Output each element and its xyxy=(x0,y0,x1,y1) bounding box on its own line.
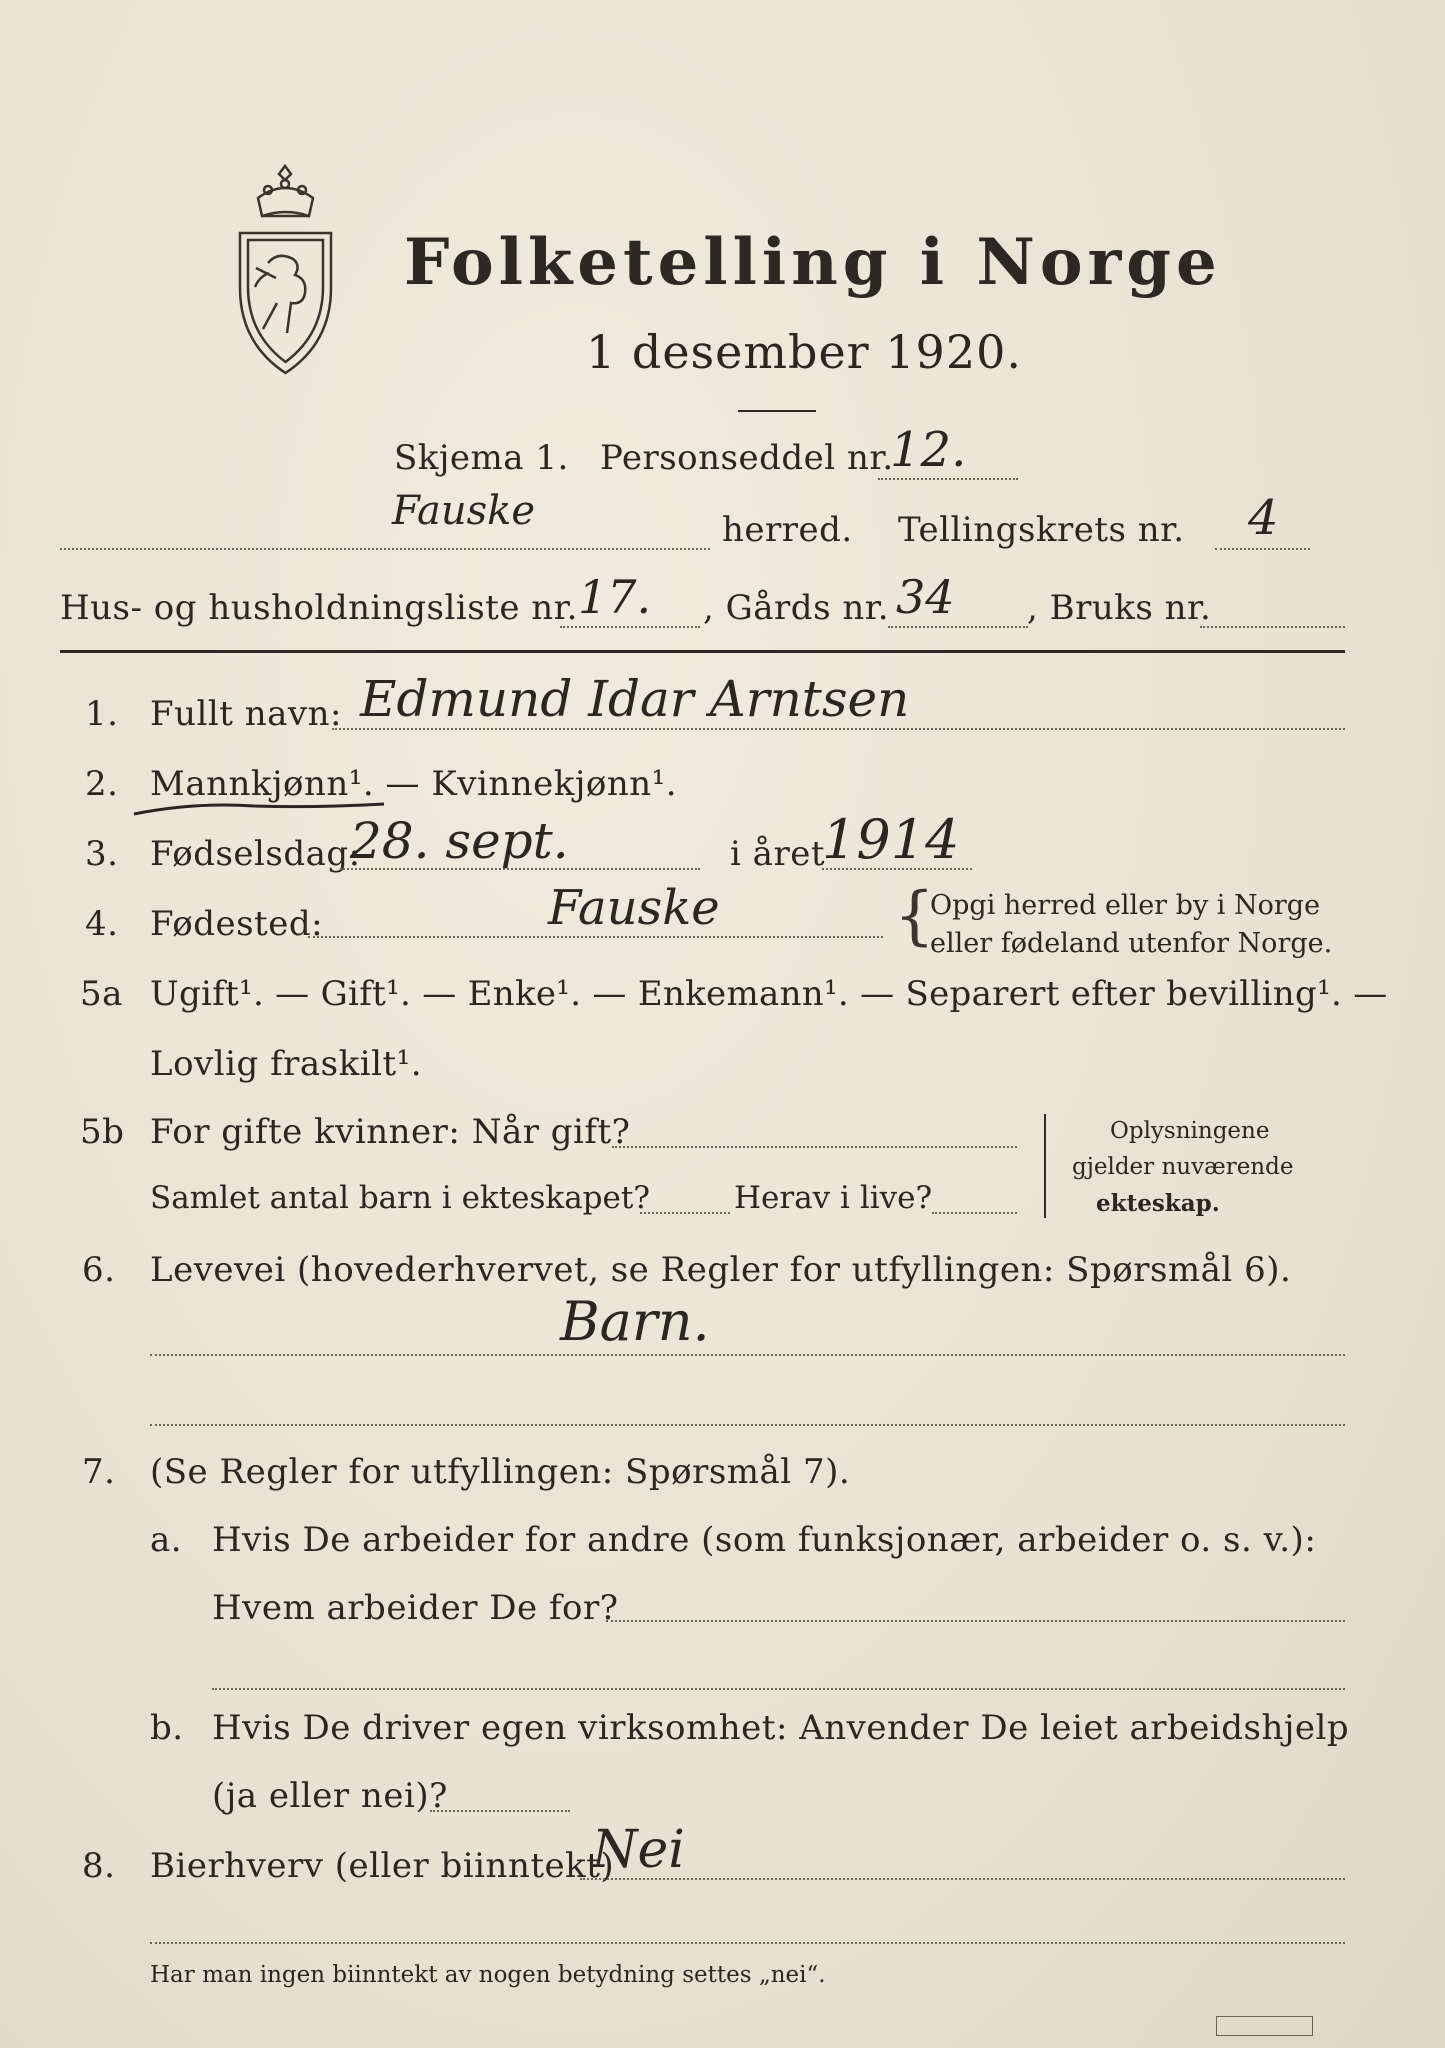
q3-number: 3. xyxy=(85,834,119,874)
skjema-label: Skjema 1. xyxy=(394,438,569,478)
q4-label: Fødested: xyxy=(150,904,324,944)
q3-line xyxy=(340,868,700,870)
q3-label: Fødselsdag: xyxy=(150,834,361,874)
tellingskrets-label: Tellingskrets nr. xyxy=(898,510,1185,550)
personseddel-value: 12. xyxy=(890,422,967,478)
q5b-note-bracket xyxy=(1044,1114,1046,1218)
q6-number: 6. xyxy=(82,1250,116,1290)
footer-note: Har man ingen biinntekt av nogen betydning settes „nei“. xyxy=(150,1962,826,1988)
q2-label: Mannkjønn¹. — Kvinnekjønn¹. xyxy=(150,764,678,804)
q5a-line2: Lovlig fraskilt¹. xyxy=(150,1044,423,1084)
q3-year-value: 1914 xyxy=(822,808,960,871)
title-divider xyxy=(738,410,816,412)
herred-label: herred. xyxy=(722,510,853,550)
q1-number: 1. xyxy=(85,694,119,734)
q7a-line2: Hvem arbeider De for? xyxy=(212,1588,619,1628)
q8-number: 8. xyxy=(82,1846,116,1886)
q7b-answer-line xyxy=(430,1810,570,1812)
q5b-line2: Samlet antal barn i ekteskapet? xyxy=(150,1180,650,1216)
q7-number: 7. xyxy=(82,1452,116,1492)
q7b-letter: b. xyxy=(150,1708,184,1748)
personseddel-line xyxy=(878,478,1018,480)
q8-value: Nei xyxy=(592,1820,685,1880)
q6-label: Levevei (hovederhvervet, se Regler for utfyllingen: Spørsmål 6). xyxy=(150,1250,1292,1290)
q3-year-line xyxy=(822,868,972,870)
q3-year-label: i året xyxy=(730,834,825,874)
tellingskrets-value: 4 xyxy=(1248,490,1279,546)
q5b-note-line2: gjelder nuværende xyxy=(1072,1154,1294,1180)
hus-label: Hus- og husholdningsliste nr. xyxy=(60,588,578,628)
gards-line xyxy=(888,626,1028,628)
herred-line xyxy=(60,548,710,550)
q4-number: 4. xyxy=(85,904,119,944)
q3-value: 28. sept. xyxy=(350,812,569,870)
q5b-married-line xyxy=(612,1146,1017,1148)
form-title: Folketelling i Norge xyxy=(404,225,1222,300)
gards-label: , Gårds nr. xyxy=(703,588,890,628)
q5b-alive-line xyxy=(932,1212,1017,1214)
coat-of-arms-icon xyxy=(228,158,343,378)
q4-line xyxy=(308,936,883,938)
form-date: 1 desember 1920. xyxy=(586,325,1022,379)
header-divider xyxy=(60,650,1345,653)
q5b-line2b: Herav i live? xyxy=(734,1180,933,1216)
q4-note-line1: Opgi herred eller by i Norge xyxy=(930,890,1321,921)
q2-number: 2. xyxy=(85,764,119,804)
hus-line xyxy=(560,626,700,628)
herred-value: Fauske xyxy=(392,488,536,534)
q7a-line1: Hvis De arbeider for andre (som funksjonær, arbeider o. s. v.): xyxy=(212,1520,1317,1560)
q4-value: Fauske xyxy=(548,880,720,936)
q5b-note-line1: Oplysningene xyxy=(1110,1118,1270,1144)
q8-extra-line xyxy=(150,1942,1345,1944)
q8-label: Bierhverv (eller biinntekt) xyxy=(150,1846,615,1886)
q5b-line1: For gifte kvinner: Når gift? xyxy=(150,1112,631,1152)
q7-label: (Se Regler for utfyllingen: Spørsmål 7). xyxy=(150,1452,851,1492)
tellingskrets-line xyxy=(1215,548,1310,550)
q7b-line2: (ja eller nei)? xyxy=(212,1776,448,1816)
q1-label: Fullt navn: xyxy=(150,694,342,734)
q7a-employer-line xyxy=(606,1620,1345,1622)
bruks-label: , Bruks nr. xyxy=(1027,588,1212,628)
q5a-line1: Ugift¹. — Gift¹. — Enke¹. — Enkemann¹. — Separert efter bevilling¹. — xyxy=(150,974,1388,1014)
q6-line2 xyxy=(150,1424,1345,1426)
q5b-number: 5b xyxy=(80,1112,125,1152)
personseddel-label: Personseddel nr. xyxy=(600,438,894,478)
gards-value: 34 xyxy=(896,570,955,624)
q4-note-line2: eller fødeland utenfor Norge. xyxy=(930,928,1333,959)
q7a-letter: a. xyxy=(150,1520,183,1560)
q6-value: Barn. xyxy=(560,1290,710,1353)
q8-line xyxy=(580,1878,1345,1880)
q1-value: Edmund Idar Arntsen xyxy=(360,670,910,728)
q4-note-brace: { xyxy=(894,879,935,953)
q7b-line1: Hvis De driver egen virksomhet: Anvender De leiet arbeidshjelp xyxy=(212,1708,1350,1748)
q6-line1 xyxy=(150,1354,1345,1356)
q7a-extra-line xyxy=(212,1688,1345,1690)
q5a-number: 5a xyxy=(80,974,123,1014)
printer-stamp xyxy=(1216,2016,1313,2036)
bruks-line xyxy=(1200,626,1345,628)
q5b-children-line xyxy=(640,1212,730,1214)
hus-value: 17. xyxy=(578,570,652,624)
q1-line xyxy=(332,728,1345,730)
q5b-note-line3: ekteskap. xyxy=(1096,1190,1220,1217)
